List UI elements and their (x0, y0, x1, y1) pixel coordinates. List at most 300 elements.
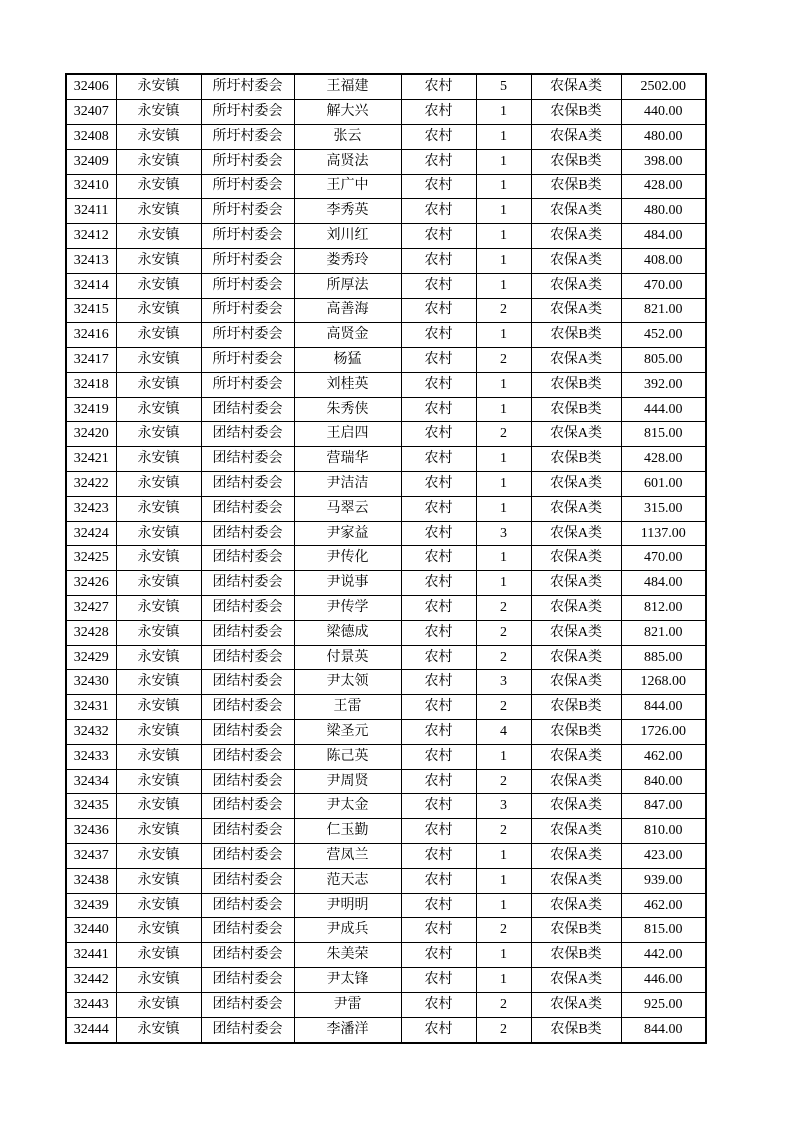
serial-number-cell: 32437 (66, 844, 116, 869)
serial-number-cell: 32416 (66, 323, 116, 348)
village-committee-cell: 团结村委会 (201, 918, 294, 943)
serial-number-cell: 32407 (66, 100, 116, 125)
person-count-cell: 1 (476, 323, 531, 348)
person-count-cell: 2 (476, 298, 531, 323)
village-committee-cell: 所圩村委会 (201, 323, 294, 348)
table-row (66, 323, 706, 348)
table-row (66, 596, 706, 621)
category-cell: 农村 (401, 273, 476, 298)
town-cell: 永安镇 (116, 447, 201, 472)
table-row (66, 100, 706, 125)
serial-number-cell: 32426 (66, 571, 116, 596)
amount-cell: 470.00 (621, 273, 706, 298)
table-row (66, 422, 706, 447)
town-cell: 永安镇 (116, 893, 201, 918)
town-cell: 永安镇 (116, 596, 201, 621)
town-cell: 永安镇 (116, 844, 201, 869)
village-committee-cell: 团结村委会 (201, 571, 294, 596)
town-cell: 永安镇 (116, 546, 201, 571)
village-committee-cell: 团结村委会 (201, 968, 294, 993)
town-cell: 永安镇 (116, 298, 201, 323)
person-count-cell: 1 (476, 968, 531, 993)
person-name-cell: 王启四 (294, 422, 401, 447)
amount-cell: 428.00 (621, 174, 706, 199)
table-row (66, 248, 706, 273)
village-committee-cell: 团结村委会 (201, 521, 294, 546)
person-count-cell: 2 (476, 1017, 531, 1043)
village-committee-cell: 团结村委会 (201, 744, 294, 769)
person-count-cell: 3 (476, 670, 531, 695)
person-name-cell: 尹周贤 (294, 769, 401, 794)
serial-number-cell: 32443 (66, 992, 116, 1017)
amount-cell: 398.00 (621, 149, 706, 174)
table-row (66, 496, 706, 521)
insurance-type-cell: 农保A类 (531, 224, 621, 249)
village-committee-cell: 团结村委会 (201, 447, 294, 472)
insurance-type-cell: 农保A类 (531, 596, 621, 621)
serial-number-cell: 32417 (66, 348, 116, 373)
amount-cell: 847.00 (621, 794, 706, 819)
insurance-type-cell: 农保A类 (531, 199, 621, 224)
table-row (66, 546, 706, 571)
person-name-cell: 尹成兵 (294, 918, 401, 943)
person-name-cell: 张云 (294, 124, 401, 149)
insurance-type-cell: 农保B类 (531, 943, 621, 968)
person-name-cell: 营瑞华 (294, 447, 401, 472)
table-row (66, 149, 706, 174)
person-name-cell: 尹传学 (294, 596, 401, 621)
amount-cell: 925.00 (621, 992, 706, 1017)
person-name-cell: 高善海 (294, 298, 401, 323)
serial-number-cell: 32419 (66, 397, 116, 422)
table-row (66, 720, 706, 745)
person-name-cell: 王福建 (294, 74, 401, 100)
town-cell: 永安镇 (116, 695, 201, 720)
category-cell: 农村 (401, 521, 476, 546)
amount-cell: 815.00 (621, 918, 706, 943)
person-name-cell: 付景英 (294, 645, 401, 670)
serial-number-cell: 32438 (66, 868, 116, 893)
town-cell: 永安镇 (116, 496, 201, 521)
person-name-cell: 尹太金 (294, 794, 401, 819)
person-name-cell: 尹说事 (294, 571, 401, 596)
village-committee-cell: 团结村委会 (201, 596, 294, 621)
person-name-cell: 尹洁洁 (294, 472, 401, 497)
person-count-cell: 2 (476, 348, 531, 373)
town-cell: 永安镇 (116, 199, 201, 224)
serial-number-cell: 32413 (66, 248, 116, 273)
payment-table (65, 73, 707, 1044)
insurance-type-cell: 农保A类 (531, 744, 621, 769)
person-count-cell: 1 (476, 844, 531, 869)
category-cell: 农村 (401, 496, 476, 521)
village-committee-cell: 所圩村委会 (201, 174, 294, 199)
category-cell: 农村 (401, 620, 476, 645)
category-cell: 农村 (401, 124, 476, 149)
amount-cell: 484.00 (621, 571, 706, 596)
insurance-type-cell: 农保A类 (531, 893, 621, 918)
village-committee-cell: 团结村委会 (201, 794, 294, 819)
village-committee-cell: 所圩村委会 (201, 124, 294, 149)
table-row (66, 472, 706, 497)
town-cell: 永安镇 (116, 100, 201, 125)
serial-number-cell: 32429 (66, 645, 116, 670)
table-row (66, 174, 706, 199)
village-committee-cell: 所圩村委会 (201, 273, 294, 298)
person-count-cell: 1 (476, 546, 531, 571)
insurance-type-cell: 农保B类 (531, 695, 621, 720)
serial-number-cell: 32444 (66, 1017, 116, 1043)
person-count-cell: 1 (476, 943, 531, 968)
insurance-type-cell: 农保A类 (531, 868, 621, 893)
town-cell: 永安镇 (116, 422, 201, 447)
table-row (66, 372, 706, 397)
table-row (66, 943, 706, 968)
amount-cell: 428.00 (621, 447, 706, 472)
village-committee-cell: 所圩村委会 (201, 199, 294, 224)
person-count-cell: 2 (476, 620, 531, 645)
amount-cell: 462.00 (621, 893, 706, 918)
table-row (66, 769, 706, 794)
table-row (66, 348, 706, 373)
insurance-type-cell: 农保B类 (531, 918, 621, 943)
person-name-cell: 梁圣元 (294, 720, 401, 745)
town-cell: 永安镇 (116, 794, 201, 819)
serial-number-cell: 32441 (66, 943, 116, 968)
table-row (66, 1017, 706, 1043)
village-committee-cell: 团结村委会 (201, 620, 294, 645)
town-cell: 永安镇 (116, 992, 201, 1017)
person-name-cell: 高贤金 (294, 323, 401, 348)
amount-cell: 840.00 (621, 769, 706, 794)
insurance-type-cell: 农保B类 (531, 372, 621, 397)
serial-number-cell: 32424 (66, 521, 116, 546)
person-count-cell: 1 (476, 868, 531, 893)
town-cell: 永安镇 (116, 149, 201, 174)
category-cell: 农村 (401, 1017, 476, 1043)
village-committee-cell: 所圩村委会 (201, 100, 294, 125)
insurance-type-cell: 农保A类 (531, 670, 621, 695)
serial-number-cell: 32431 (66, 695, 116, 720)
person-name-cell: 解大兴 (294, 100, 401, 125)
serial-number-cell: 32421 (66, 447, 116, 472)
serial-number-cell: 32435 (66, 794, 116, 819)
amount-cell: 315.00 (621, 496, 706, 521)
town-cell: 永安镇 (116, 372, 201, 397)
town-cell: 永安镇 (116, 943, 201, 968)
village-committee-cell: 团结村委会 (201, 769, 294, 794)
serial-number-cell: 32410 (66, 174, 116, 199)
village-committee-cell: 团结村委会 (201, 670, 294, 695)
amount-cell: 446.00 (621, 968, 706, 993)
village-committee-cell: 团结村委会 (201, 893, 294, 918)
person-count-cell: 5 (476, 74, 531, 100)
serial-number-cell: 32436 (66, 819, 116, 844)
village-committee-cell: 团结村委会 (201, 844, 294, 869)
table-row (66, 670, 706, 695)
person-count-cell: 2 (476, 992, 531, 1017)
town-cell: 永安镇 (116, 74, 201, 100)
person-name-cell: 所厚法 (294, 273, 401, 298)
insurance-type-cell: 农保A类 (531, 298, 621, 323)
town-cell: 永安镇 (116, 620, 201, 645)
village-committee-cell: 所圩村委会 (201, 372, 294, 397)
town-cell: 永安镇 (116, 720, 201, 745)
town-cell: 永安镇 (116, 323, 201, 348)
category-cell: 农村 (401, 596, 476, 621)
category-cell: 农村 (401, 74, 476, 100)
serial-number-cell: 32409 (66, 149, 116, 174)
insurance-type-cell: 农保B类 (531, 100, 621, 125)
person-count-cell: 2 (476, 695, 531, 720)
person-name-cell: 李秀英 (294, 199, 401, 224)
insurance-type-cell: 农保A类 (531, 496, 621, 521)
category-cell: 农村 (401, 397, 476, 422)
insurance-type-cell: 农保A类 (531, 645, 621, 670)
person-count-cell: 1 (476, 100, 531, 125)
amount-cell: 810.00 (621, 819, 706, 844)
town-cell: 永安镇 (116, 744, 201, 769)
category-cell: 农村 (401, 695, 476, 720)
serial-number-cell: 32406 (66, 74, 116, 100)
category-cell: 农村 (401, 868, 476, 893)
table-row (66, 794, 706, 819)
amount-cell: 444.00 (621, 397, 706, 422)
insurance-type-cell: 农保B类 (531, 720, 621, 745)
village-committee-cell: 团结村委会 (201, 1017, 294, 1043)
table-row (66, 844, 706, 869)
town-cell: 永安镇 (116, 521, 201, 546)
person-count-cell: 4 (476, 720, 531, 745)
category-cell: 农村 (401, 744, 476, 769)
village-committee-cell: 团结村委会 (201, 422, 294, 447)
village-committee-cell: 团结村委会 (201, 868, 294, 893)
town-cell: 永安镇 (116, 472, 201, 497)
person-name-cell: 朱秀侠 (294, 397, 401, 422)
table-row (66, 819, 706, 844)
insurance-type-cell: 农保A类 (531, 124, 621, 149)
amount-cell: 821.00 (621, 620, 706, 645)
amount-cell: 1726.00 (621, 720, 706, 745)
insurance-type-cell: 农保B类 (531, 149, 621, 174)
village-committee-cell: 所圩村委会 (201, 298, 294, 323)
category-cell: 农村 (401, 348, 476, 373)
person-count-cell: 1 (476, 174, 531, 199)
town-cell: 永安镇 (116, 348, 201, 373)
person-name-cell: 尹雷 (294, 992, 401, 1017)
town-cell: 永安镇 (116, 819, 201, 844)
category-cell: 农村 (401, 571, 476, 596)
amount-cell: 440.00 (621, 100, 706, 125)
category-cell: 农村 (401, 248, 476, 273)
serial-number-cell: 32432 (66, 720, 116, 745)
village-committee-cell: 团结村委会 (201, 645, 294, 670)
town-cell: 永安镇 (116, 224, 201, 249)
town-cell: 永安镇 (116, 174, 201, 199)
serial-number-cell: 32442 (66, 968, 116, 993)
person-name-cell: 李潘洋 (294, 1017, 401, 1043)
person-count-cell: 1 (476, 124, 531, 149)
category-cell: 农村 (401, 546, 476, 571)
amount-cell: 480.00 (621, 124, 706, 149)
table-row (66, 571, 706, 596)
town-cell: 永安镇 (116, 918, 201, 943)
table-row (66, 893, 706, 918)
serial-number-cell: 32408 (66, 124, 116, 149)
table-row (66, 199, 706, 224)
person-name-cell: 范天志 (294, 868, 401, 893)
insurance-type-cell: 农保A类 (531, 273, 621, 298)
person-name-cell: 刘桂英 (294, 372, 401, 397)
person-count-cell: 3 (476, 521, 531, 546)
amount-cell: 408.00 (621, 248, 706, 273)
insurance-type-cell: 农保A类 (531, 968, 621, 993)
village-committee-cell: 所圩村委会 (201, 149, 294, 174)
serial-number-cell: 32420 (66, 422, 116, 447)
insurance-type-cell: 农保A类 (531, 546, 621, 571)
serial-number-cell: 32428 (66, 620, 116, 645)
amount-cell: 939.00 (621, 868, 706, 893)
category-cell: 农村 (401, 819, 476, 844)
insurance-type-cell: 农保B类 (531, 174, 621, 199)
person-count-cell: 1 (476, 893, 531, 918)
town-cell: 永安镇 (116, 670, 201, 695)
village-committee-cell: 所圩村委会 (201, 348, 294, 373)
village-committee-cell: 团结村委会 (201, 695, 294, 720)
category-cell: 农村 (401, 992, 476, 1017)
town-cell: 永安镇 (116, 273, 201, 298)
person-count-cell: 1 (476, 496, 531, 521)
village-committee-cell: 团结村委会 (201, 546, 294, 571)
category-cell: 农村 (401, 943, 476, 968)
table-row (66, 224, 706, 249)
category-cell: 农村 (401, 323, 476, 348)
person-count-cell: 1 (476, 199, 531, 224)
category-cell: 农村 (401, 298, 476, 323)
person-name-cell: 王雷 (294, 695, 401, 720)
village-committee-cell: 所圩村委会 (201, 74, 294, 100)
person-name-cell: 高贤法 (294, 149, 401, 174)
person-name-cell: 尹太领 (294, 670, 401, 695)
table-body (66, 74, 706, 1043)
amount-cell: 815.00 (621, 422, 706, 447)
amount-cell: 1268.00 (621, 670, 706, 695)
category-cell: 农村 (401, 224, 476, 249)
category-cell: 农村 (401, 645, 476, 670)
table-row (66, 968, 706, 993)
category-cell: 农村 (401, 670, 476, 695)
serial-number-cell: 32412 (66, 224, 116, 249)
insurance-type-cell: 农保A类 (531, 348, 621, 373)
town-cell: 永安镇 (116, 968, 201, 993)
amount-cell: 480.00 (621, 199, 706, 224)
insurance-type-cell: 农保A类 (531, 992, 621, 1017)
insurance-type-cell: 农保A类 (531, 620, 621, 645)
village-committee-cell: 团结村委会 (201, 472, 294, 497)
town-cell: 永安镇 (116, 1017, 201, 1043)
serial-number-cell: 32439 (66, 893, 116, 918)
amount-cell: 844.00 (621, 1017, 706, 1043)
person-name-cell: 陈己英 (294, 744, 401, 769)
person-count-cell: 1 (476, 224, 531, 249)
town-cell: 永安镇 (116, 397, 201, 422)
person-count-cell: 1 (476, 447, 531, 472)
amount-cell: 470.00 (621, 546, 706, 571)
town-cell: 永安镇 (116, 124, 201, 149)
village-committee-cell: 团结村委会 (201, 943, 294, 968)
amount-cell: 885.00 (621, 645, 706, 670)
category-cell: 农村 (401, 472, 476, 497)
town-cell: 永安镇 (116, 645, 201, 670)
town-cell: 永安镇 (116, 769, 201, 794)
village-committee-cell: 所圩村委会 (201, 224, 294, 249)
insurance-type-cell: 农保B类 (531, 447, 621, 472)
town-cell: 永安镇 (116, 868, 201, 893)
amount-cell: 452.00 (621, 323, 706, 348)
insurance-type-cell: 农保A类 (531, 794, 621, 819)
person-count-cell: 1 (476, 273, 531, 298)
village-committee-cell: 团结村委会 (201, 720, 294, 745)
serial-number-cell: 32418 (66, 372, 116, 397)
table-row (66, 695, 706, 720)
table-row (66, 447, 706, 472)
person-name-cell: 尹家益 (294, 521, 401, 546)
amount-cell: 844.00 (621, 695, 706, 720)
category-cell: 农村 (401, 769, 476, 794)
person-name-cell: 尹太锋 (294, 968, 401, 993)
serial-number-cell: 32430 (66, 670, 116, 695)
insurance-type-cell: 农保A类 (531, 521, 621, 546)
amount-cell: 821.00 (621, 298, 706, 323)
serial-number-cell: 32423 (66, 496, 116, 521)
amount-cell: 812.00 (621, 596, 706, 621)
person-name-cell: 马翠云 (294, 496, 401, 521)
table-row (66, 744, 706, 769)
person-count-cell: 1 (476, 372, 531, 397)
category-cell: 农村 (401, 794, 476, 819)
table-row (66, 273, 706, 298)
insurance-type-cell: 农保A类 (531, 571, 621, 596)
category-cell: 农村 (401, 447, 476, 472)
person-count-cell: 2 (476, 918, 531, 943)
table-row (66, 868, 706, 893)
person-name-cell: 尹明明 (294, 893, 401, 918)
village-committee-cell: 所圩村委会 (201, 248, 294, 273)
category-cell: 农村 (401, 844, 476, 869)
person-count-cell: 1 (476, 571, 531, 596)
category-cell: 农村 (401, 720, 476, 745)
serial-number-cell: 32434 (66, 769, 116, 794)
insurance-type-cell: 农保A类 (531, 248, 621, 273)
person-name-cell: 王广中 (294, 174, 401, 199)
table-row (66, 124, 706, 149)
person-count-cell: 2 (476, 596, 531, 621)
insurance-type-cell: 农保B类 (531, 397, 621, 422)
person-name-cell: 杨猛 (294, 348, 401, 373)
table-row (66, 992, 706, 1017)
insurance-type-cell: 农保B类 (531, 323, 621, 348)
person-name-cell: 娄秀玲 (294, 248, 401, 273)
village-committee-cell: 团结村委会 (201, 397, 294, 422)
table-row (66, 397, 706, 422)
serial-number-cell: 32415 (66, 298, 116, 323)
serial-number-cell: 32411 (66, 199, 116, 224)
amount-cell: 462.00 (621, 744, 706, 769)
village-committee-cell: 团结村委会 (201, 496, 294, 521)
amount-cell: 2502.00 (621, 74, 706, 100)
category-cell: 农村 (401, 174, 476, 199)
table-row (66, 645, 706, 670)
